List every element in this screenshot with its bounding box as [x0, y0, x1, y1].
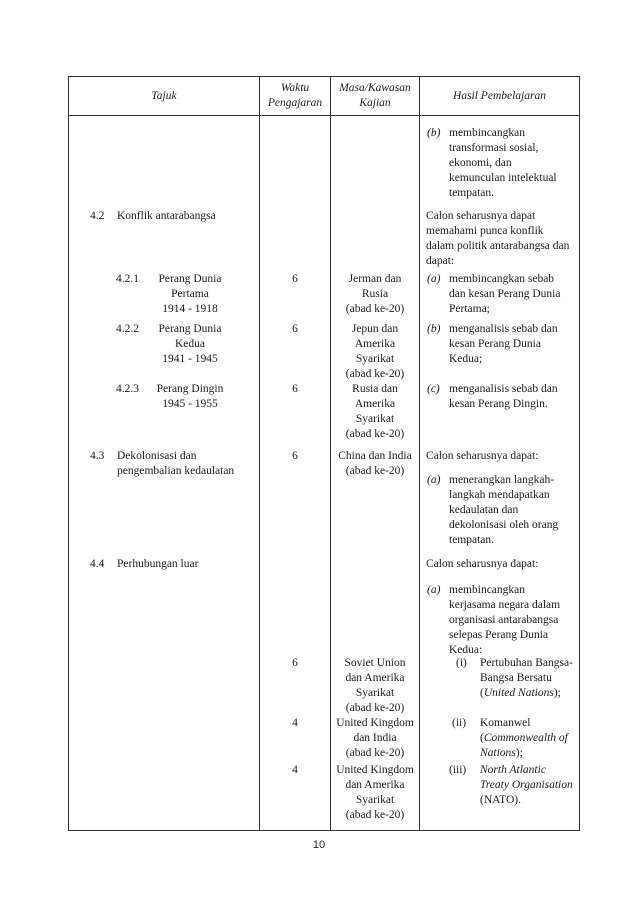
subsection-number: 4.2.2: [116, 323, 139, 335]
subsection-title-line: Perang Dunia: [158, 273, 222, 285]
outcome-line: ekonomi, dan: [449, 157, 512, 169]
outcome-line: Pertama;: [449, 303, 490, 315]
subsection-title-line: Perang Dunia: [158, 323, 222, 335]
outcome-line: Bangsa Bersatu: [480, 672, 552, 684]
area-line: (abad ke-20): [345, 747, 405, 759]
outcome-line: Komanwel: [480, 717, 531, 729]
area-line: United Kingdom: [336, 764, 414, 776]
teaching-time: 6: [292, 323, 298, 335]
table-border-top: [68, 76, 580, 77]
area-line: Soviet Union: [344, 657, 406, 669]
outcome-intro-line: Calon seharusnya dapat: [426, 210, 536, 222]
page-number: 10: [312, 839, 326, 851]
area-line: Syarikat: [355, 353, 395, 365]
section-title-line: Dekolonisasi dan: [117, 450, 197, 462]
subsection-number: 4.2.3: [116, 383, 139, 395]
list-marker: (a): [427, 474, 441, 486]
table-border-bottom: [68, 830, 580, 831]
english-term: United Nations: [483, 687, 554, 699]
area-line: (abad ke-20): [345, 428, 405, 440]
list-marker: (a): [427, 584, 441, 596]
outcome-line: kerjasama negara dalam: [449, 599, 561, 611]
header-hasil-pembelajaran: Hasil Pembelajaran: [453, 90, 546, 102]
paren-open: (: [480, 687, 484, 699]
outcome-line: tempatan.: [449, 187, 495, 199]
list-marker: (i): [456, 657, 467, 669]
outcome-line: Kedua;: [449, 353, 483, 365]
list-marker: (a): [427, 273, 441, 285]
list-marker: (b): [427, 127, 441, 139]
subsection-title-line: 1914 - 1918: [162, 303, 218, 315]
area-line: Jerman dan: [348, 273, 402, 285]
list-marker: (c): [427, 383, 440, 395]
header-waktu: Waktu: [280, 82, 310, 94]
header-tajuk: Tajuk: [151, 90, 177, 102]
table-border-right: [579, 76, 580, 831]
outcome-intro-line: memahami punca konflik: [426, 225, 544, 237]
outcome-line: menganalisis sebab dan: [449, 383, 558, 395]
column-divider-3: [419, 76, 420, 831]
area-line: (abad ke-20): [345, 303, 405, 315]
area-line: dan Amerika: [345, 672, 405, 684]
outcome-line: langkah mendapatkan: [449, 489, 550, 501]
outcome-intro: Calon seharusnya dapat:: [426, 450, 539, 462]
outcome-line: selepas Perang Dunia: [449, 629, 548, 641]
outcome-line: kesan Perang Dunia: [449, 338, 541, 350]
outcome-line: [480, 746, 523, 761]
teaching-time: 6: [292, 450, 298, 462]
header-masa-kawasan: Masa/Kawasan: [339, 82, 411, 94]
area-line: Rusia: [361, 288, 389, 300]
outcome-line: Kedua:: [449, 644, 483, 656]
outcome-line: menerangkan langkah-: [449, 474, 555, 486]
area-line: (abad ke-20): [345, 368, 405, 380]
area-line: Syarikat: [355, 687, 395, 699]
subsection-title-line: Perang Dingin: [156, 383, 224, 395]
paren-close: );: [515, 747, 523, 759]
area-line: (abad ke-20): [345, 809, 405, 821]
paren-open: (: [480, 732, 484, 744]
area-line: (abad ke-20): [345, 702, 405, 714]
outcome-line: dekolonisasi oleh orang: [449, 519, 559, 531]
area-line: Rusia dan: [352, 383, 398, 395]
section-title: Konflik antarabangsa: [117, 210, 216, 222]
section-number: 4.3: [90, 450, 105, 462]
english-term: Nations: [480, 747, 516, 759]
area-line: Amerika: [354, 338, 396, 350]
outcome-line: dan kesan Perang Dunia: [449, 288, 561, 300]
subsection-title-line: 1941 - 1945: [162, 353, 218, 365]
outcome-line: (NATO).: [480, 794, 521, 806]
table-border-left: [68, 76, 69, 831]
outcome-line: North Atlantic: [480, 764, 546, 776]
outcome-line: transformasi sosial,: [449, 142, 539, 154]
outcome-line: kemunculan intelektual: [449, 172, 557, 184]
header-pengajaran: Pengajaran: [267, 97, 323, 109]
list-marker: (b): [427, 323, 441, 335]
section-number: 4.4: [90, 558, 105, 570]
area-line: Syarikat: [355, 413, 395, 425]
area-line: United Kingdom: [336, 717, 414, 729]
outcome-line: membincangkan: [449, 127, 526, 139]
area-line: dan India: [353, 732, 397, 744]
list-marker: (ii): [452, 717, 467, 729]
outcome-line: kesan Perang Dingin.: [449, 398, 548, 410]
area-line: China dan India: [338, 450, 412, 462]
english-term: Commonwealth of: [483, 732, 568, 744]
subsection-number: 4.2.1: [116, 273, 139, 285]
teaching-time: 6: [292, 273, 298, 285]
header-divider: [68, 115, 580, 116]
outcome-line: [480, 686, 561, 701]
area-line: dan Amerika: [345, 779, 405, 791]
teaching-time: 6: [292, 657, 298, 669]
section-title: Perhubungan luar: [117, 558, 199, 570]
teaching-time: 6: [292, 383, 298, 395]
area-line: (abad ke-20): [345, 465, 405, 477]
outcome-line: Treaty Organisation: [480, 779, 573, 791]
area-line: Amerika: [354, 398, 396, 410]
outcome-line: kedaulatan dan: [449, 504, 519, 516]
area-line: Syarikat: [355, 794, 395, 806]
teaching-time: 4: [292, 717, 298, 729]
outcome-line: Pertubuhan Bangsa-: [480, 657, 573, 669]
subsection-title-line: Pertama: [171, 288, 209, 300]
outcome-line: membincangkan sebab: [449, 273, 555, 285]
outcome-intro-line: dapat:: [426, 255, 455, 267]
area-line: Jepun dan: [351, 323, 399, 335]
paren-close: );: [553, 687, 561, 699]
outcome-intro: Calon seharusnya dapat:: [426, 558, 539, 570]
outcome-line: menganalisis sebab dan: [449, 323, 558, 335]
teaching-time: 4: [292, 764, 298, 776]
header-kajian: Kajian: [359, 97, 391, 109]
section-title-line: pengembalian kedaulatan: [117, 465, 235, 477]
subsection-title-line: Kedua: [174, 338, 205, 350]
outcome-line: membincangkan: [449, 584, 526, 596]
outcome-line: tempatan.: [449, 534, 495, 546]
list-marker: (iii): [449, 764, 467, 776]
section-number: 4.2: [90, 210, 105, 222]
outcome-intro-line: dalam politik antarabangsa dan: [426, 240, 570, 252]
outcome-line: organisasi antarabangsa: [449, 614, 559, 626]
subsection-title-line: 1945 - 1955: [162, 398, 218, 410]
outcome-line: [480, 731, 568, 746]
